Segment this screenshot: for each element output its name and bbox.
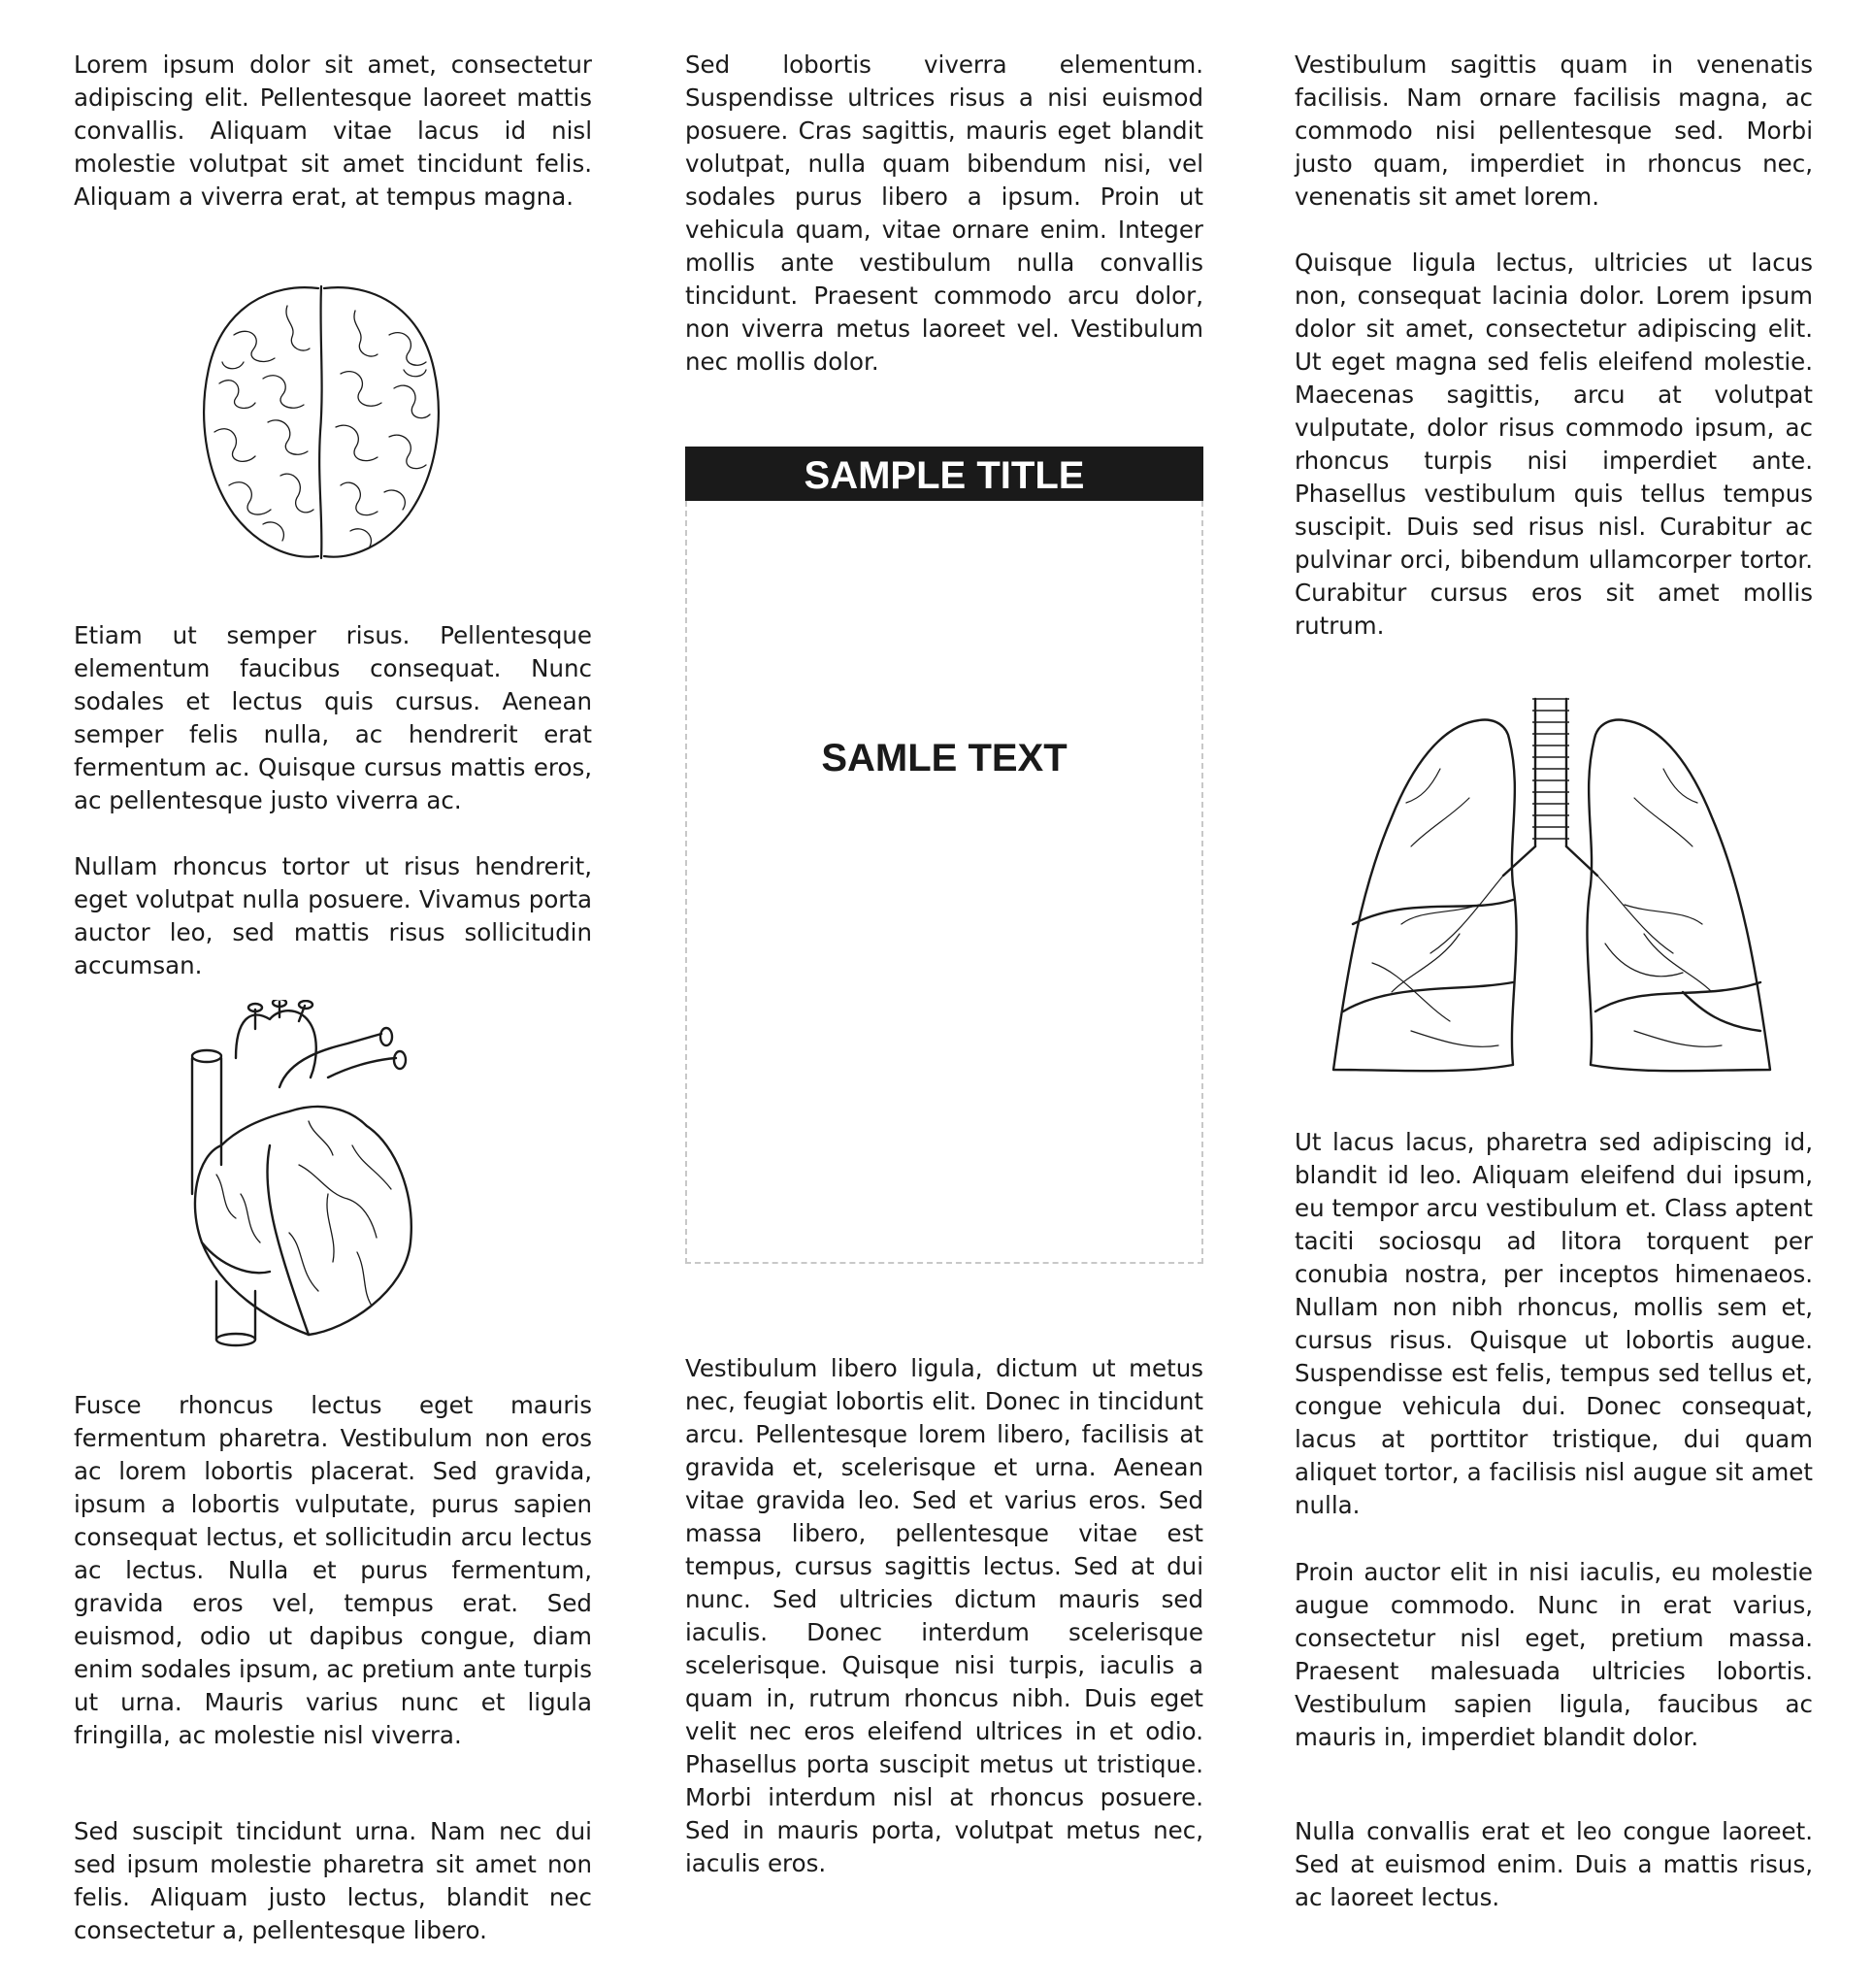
paragraph-2: Quisque ligula lectus, ultricies ut lacus non, consequat lacinia dolor. Lorem ipsum dolor sit amet, consectetur adipiscing elit. Ut eget magna sed felis eleifend molestie. Maecenas sagittis, arcu at volutpat vulputate, dolor risus commodo ipsum, ac rhoncus turpis nisi imperdiet ante. Phasellus vestibulum quis tellus tempus suscipit. Duis sed risus nisl. Curabitur ac pulvinar orci, bibendum ullamcorper tortor. Curabitur cursus eros sit amet mollis rutrum. [1295, 248, 1813, 640]
paragraph-2: Vestibulum libero ligula, dictum ut metus nec, feugiat lobortis elit. Donec in tincidunt arcu. Pellentesque lorem libero, facilisis at gravida et, scelerisque et urna. Aenean vitae gravida leo. Sed et varius eros. Sed massa libero, pellentesque vitae est tempus, cursus sagittis lectus. Sed at dui nunc. Sed ultricies dictum mauris sed iaculis. Donec interdum scelerisque scelerisque. Quisque nisi turpis, iaculis a quam in, rutrum rhoncus nibh. Duis eget velit nec eros eleifend ultrices in et odio. Phasellus porta suscipit metus ut tristique. Morbi interdum nisl at rhoncus posuere. Sed in mauris porta, volutpat metus nec, iaculis eros. [685, 1354, 1203, 1877]
paragraph-1: Vestibulum sagittis quam in venenatis facilisis. Nam ornare facilisis magna, ac commodo nisi pellentesque sed. Morbi justo quam, imperdiet in rhoncus nec, venenatis sit amet lorem. [1295, 50, 1813, 211]
paragraph-2: Etiam ut semper risus. Pellentesque elementum faucibus consequat. Nunc sodales et lectus quis cursus. Aenean semper felis nulla, ac hendrerit erat fermentum ac. Quisque cursus mattis eros, ac pellentesque justo viverra ac. [74, 621, 592, 814]
paragraph-5: Nulla convallis erat et leo congue laoreet. Sed at euismod enim. Duis a mattis risus, ac laoreet lectus. [1295, 1817, 1813, 1911]
sample-title-bar: SAMPLE TITLE [685, 447, 1203, 501]
brain-icon [195, 277, 447, 572]
lungs-icon [1314, 691, 1799, 1083]
paragraph-1: Sed lobortis viverra elementum. Suspendisse ultrices risus a nisi euismod posuere. Cras sagittis, mauris eget blandit volutpat, nulla quam bibendum nisi, vel sodales purus libero a ipsum. Proin ut vehicula quam, vitae ornare enim. Integer mollis ante vestibulum nulla convallis tincidunt. Praesent commodo arcu dolor, non viverra metus laoreet vel. Vestibulum nec mollis dolor. [685, 50, 1203, 376]
paragraph-4: Proin auctor elit in nisi iaculis, eu molestie augue commodo. Nunc in erat varius, consectetur nisl eget, pretium massa. Praesent malesuada ultricies lobortis. Vestibulum sapien ligula, faucibus ac mauris in, imperdiet blandit dolor. [1295, 1558, 1813, 1751]
paragraph-3: Nullam rhoncus tortor ut risus hendrerit, eget volutpat nulla posuere. Vivamus porta auctor leo, sed mattis risus sollicitudin accumsan. [74, 852, 592, 979]
paragraph-3: Ut lacus lacus, pharetra sed adipiscing id, blandit id leo. Aliquam eleifend dui ipsum, eu tempor arcu vestibulum et. Class aptent taciti sociosqu ad litora torquent per conubia nostra, per inceptos himenaeos. Nullam non nibh rhoncus, mollis sem et, cursus risus. Quisque ut lobortis augue. Suspendisse est felis, tempus sed tellus et, congue vehicula dui. Donec consequat, lacus at porttitor tristique, dui quam aliquet tortor, a facilisis nisl augue sit amet nulla. [1295, 1128, 1813, 1519]
paragraph-5: Sed suscipit tincidunt urna. Nam nec dui sed ipsum molestie pharetra sit amet non felis. Aliquam justo lectus, blandit nec consectetur a, pellentesque libero. [74, 1817, 592, 1944]
sample-text: SAMLE TEXT [821, 737, 1068, 779]
paragraph-4: Fusce rhoncus lectus eget mauris fermentum pharetra. Vestibulum non eros ac lorem lobortis placerat. Sed gravida, ipsum a lobortis vulputate, purus sapien consequat lectus, et sollicitudin arcu lectus ac lectus. Nulla et purus fermentum, gravida eros vel, tempus erat. Sed euismod, odio ut dapibus congue, diam enim sodales ipsum, ac pretium ante turpis ut urna. Mauris varius nunc et ligula fringilla, ac molestie nisl viverra. [74, 1391, 592, 1749]
heart-icon [182, 1000, 435, 1353]
sample-text-frame [685, 501, 1203, 1264]
paragraph-1: Lorem ipsum dolor sit amet, consectetur adipiscing elit. Pellentesque laoreet mattis convallis. Aliquam vitae lacus id nisl molestie volutpat sit amet tincidunt felis. Aliquam a viverra erat, at tempus magna. [74, 50, 592, 211]
